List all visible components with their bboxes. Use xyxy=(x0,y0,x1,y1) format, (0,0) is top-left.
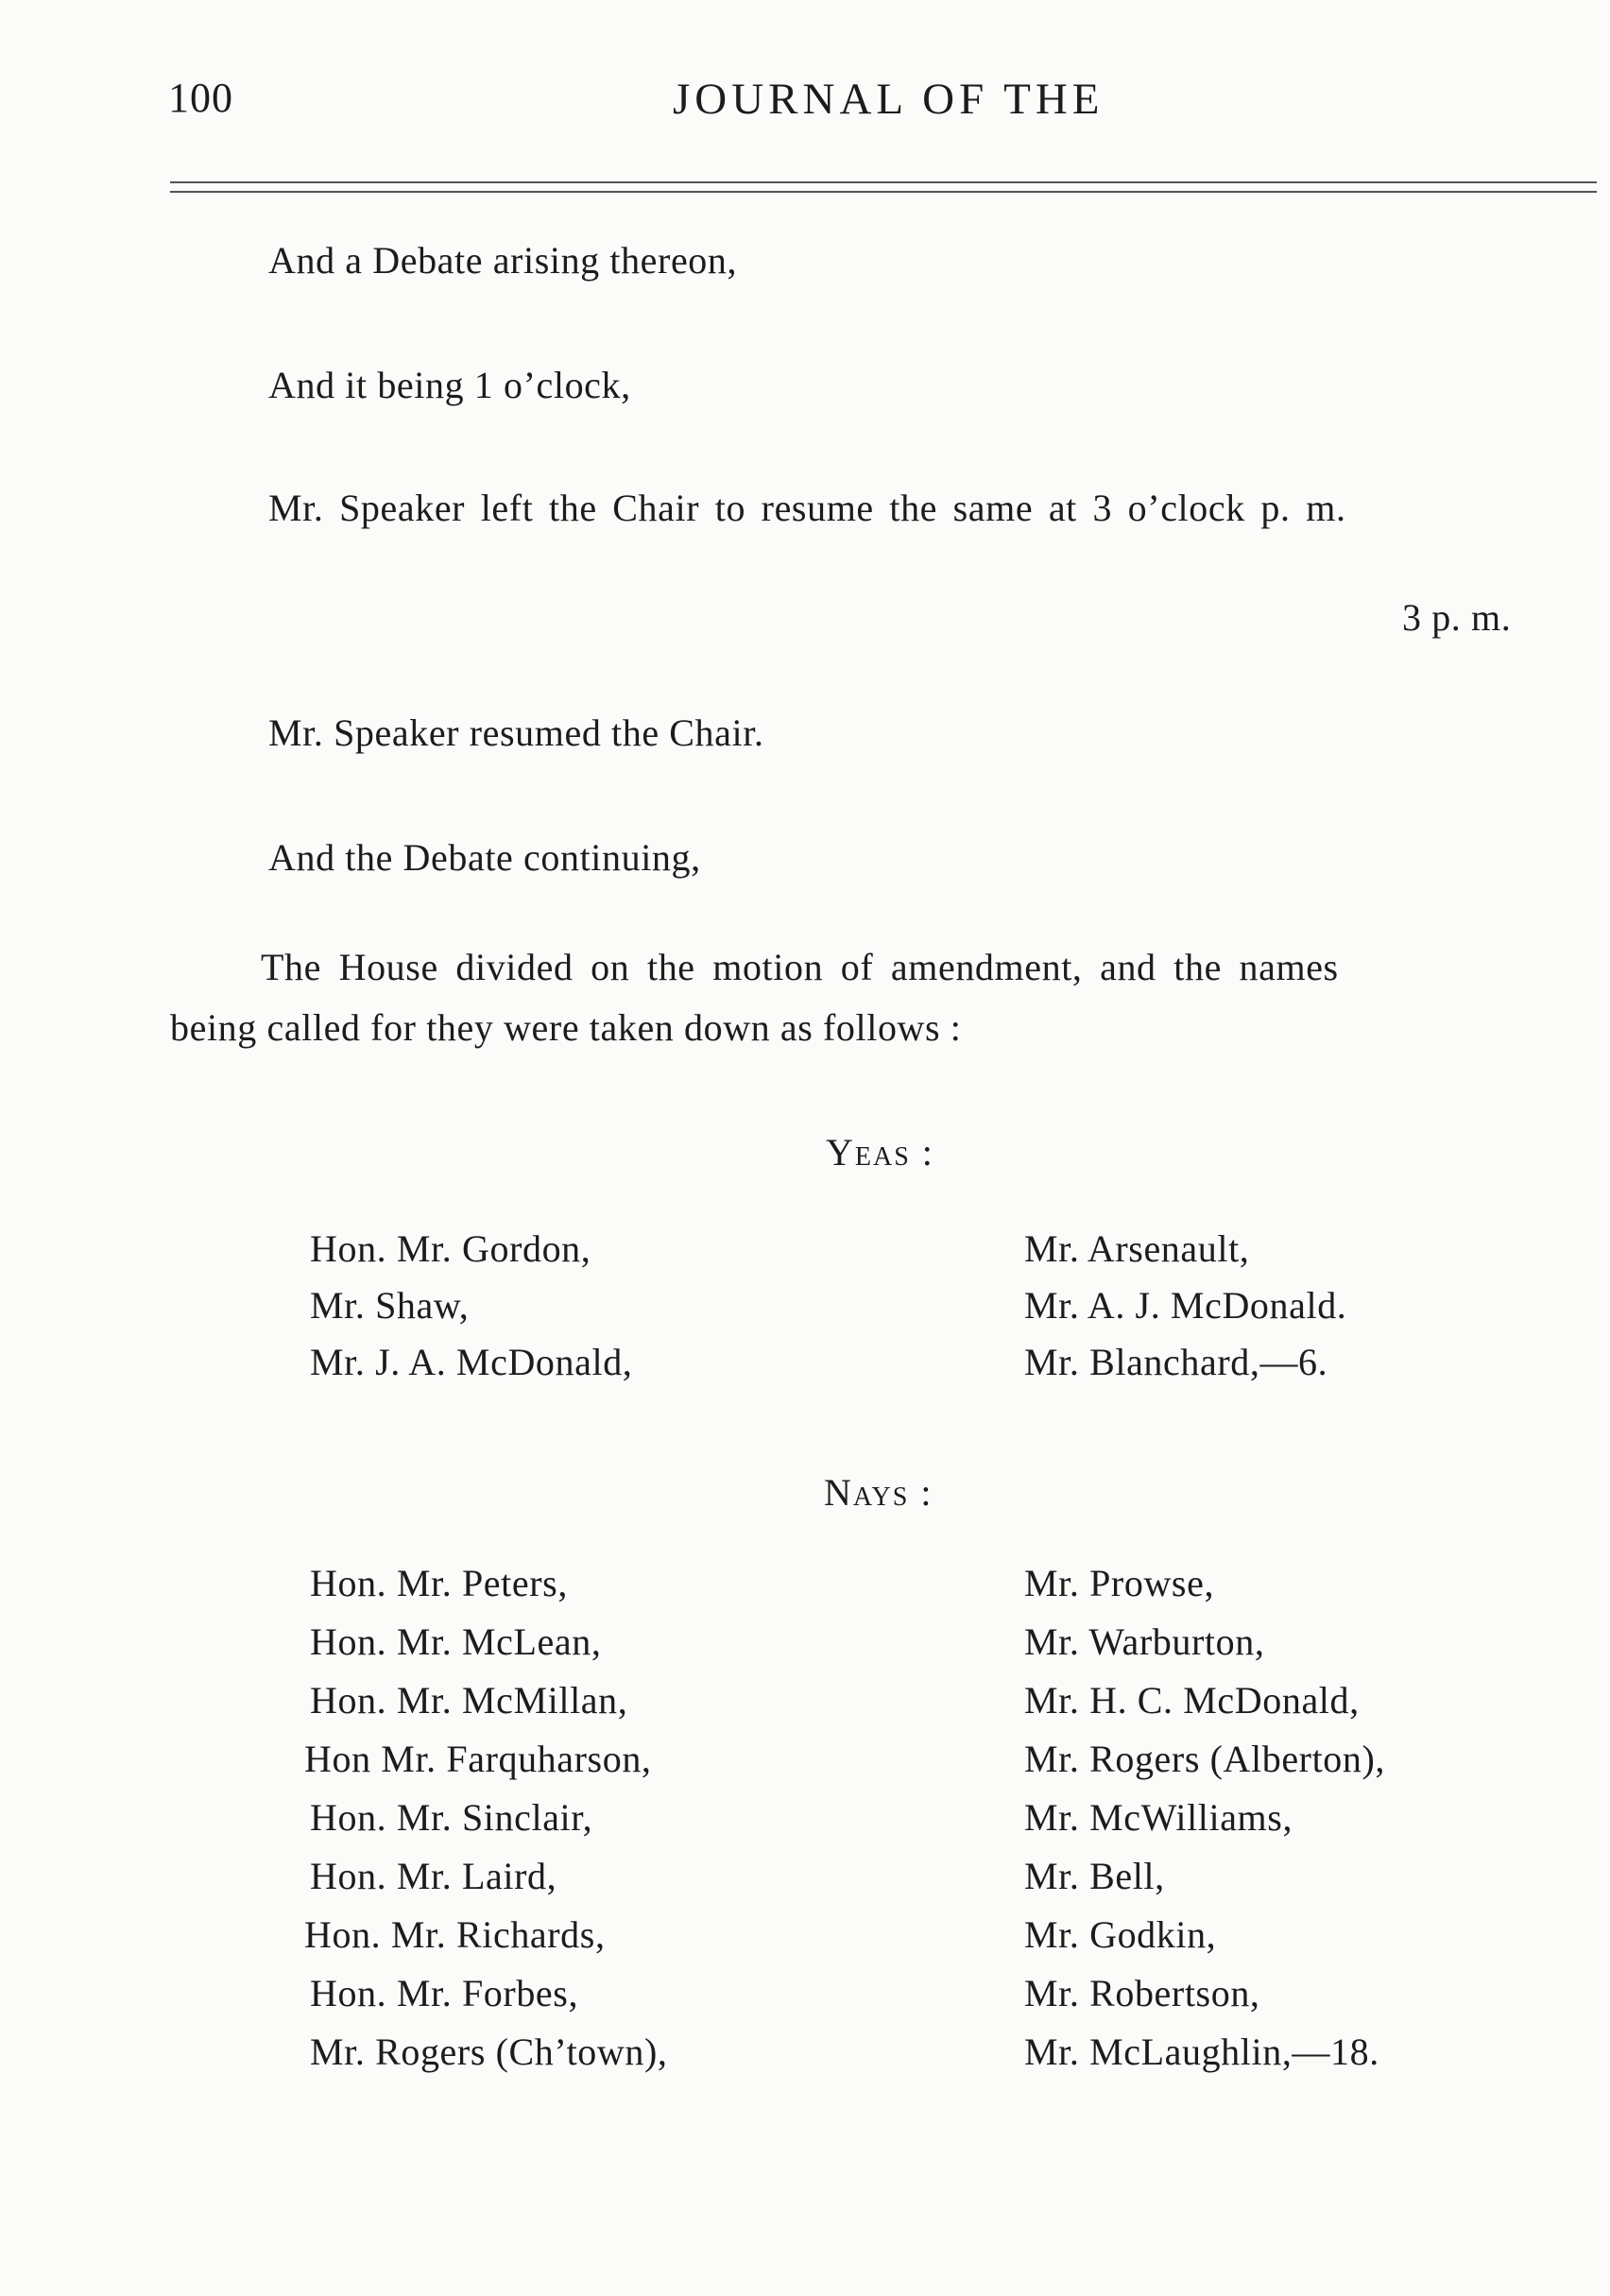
yeas-name: Hon. Mr. Gordon, xyxy=(310,1227,591,1270)
nays-name: Mr. Robertson, xyxy=(1024,1972,1260,2014)
page-number: 100 xyxy=(168,75,233,121)
yeas-name: Mr. Blanchard,—6. xyxy=(1024,1341,1328,1383)
running-head: JOURNAL OF THE xyxy=(673,75,1105,124)
text-line-speaker-resumed: Mr. Speaker resumed the Chair. xyxy=(268,711,764,754)
yeas-name: Mr. A. J. McDonald. xyxy=(1024,1284,1347,1327)
yeas-name: Mr. Arsenault, xyxy=(1024,1227,1250,1270)
nays-name: Mr. Godkin, xyxy=(1024,1913,1217,1956)
nays-name: Mr. Warburton, xyxy=(1024,1620,1265,1663)
nays-name: Hon. Mr. McMillan, xyxy=(310,1679,628,1722)
text-line-debate-arising: And a Debate arising thereon, xyxy=(268,239,738,282)
yeas-heading: Yeas : xyxy=(826,1131,934,1174)
nays-name: Mr. H. C. McDonald, xyxy=(1024,1679,1360,1722)
nays-name: Hon. Mr. Richards, xyxy=(304,1913,606,1956)
text-line-speaker-left: Mr. Speaker left the Chair to resume the same at 3 o’clock p. m. xyxy=(268,487,1346,529)
nays-heading: Nays : xyxy=(824,1471,933,1514)
nays-name: Hon. Mr. Forbes, xyxy=(310,1972,579,2014)
text-line-one-oclock: And it being 1 o’clock, xyxy=(268,364,631,406)
nays-name: Hon. Mr. Peters, xyxy=(310,1562,568,1604)
nays-name: Hon. Mr. Sinclair, xyxy=(310,1796,593,1839)
text-line-house-divided: The House divided on the motion of amendment, and the names xyxy=(261,946,1339,988)
yeas-name: Mr. J. A. McDonald, xyxy=(310,1341,633,1383)
text-line-debate-continuing: And the Debate continuing, xyxy=(268,836,701,879)
time-marker: 3 p. m. xyxy=(1402,596,1512,639)
nays-name: Mr. McLaughlin,—18. xyxy=(1024,2030,1379,2073)
nays-name: Hon Mr. Farquharson, xyxy=(304,1738,652,1780)
nays-name: Mr. Prowse, xyxy=(1024,1562,1215,1604)
header-rule-bottom xyxy=(170,191,1597,193)
nays-name: Mr. Rogers (Ch’town), xyxy=(310,2030,668,2073)
yeas-name: Mr. Shaw, xyxy=(310,1284,470,1327)
nays-name: Mr. McWilliams, xyxy=(1024,1796,1293,1839)
text-line-names-called: being called for they were taken down as follows : xyxy=(170,1006,962,1049)
nays-name: Hon. Mr. McLean, xyxy=(310,1620,602,1663)
nays-name: Mr. Rogers (Alberton), xyxy=(1024,1738,1386,1780)
header-rule-top xyxy=(170,181,1597,183)
nays-name: Mr. Bell, xyxy=(1024,1855,1165,1897)
nays-name: Hon. Mr. Laird, xyxy=(310,1855,557,1897)
